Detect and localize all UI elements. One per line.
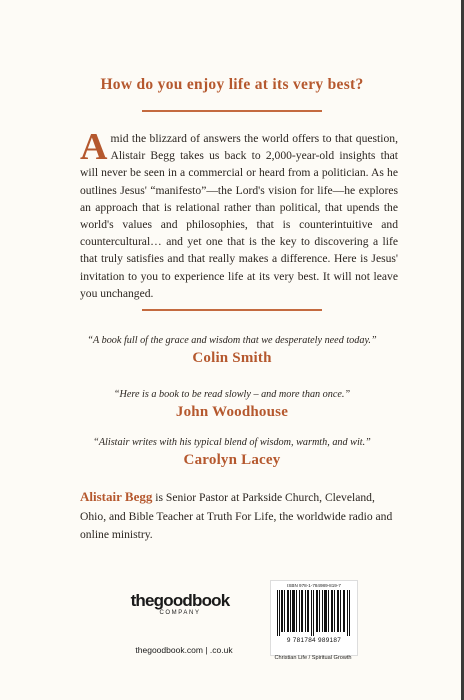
barcode-icon	[277, 590, 351, 636]
endorsement-quote: “Here is a book to be read slowly – and more than once.”	[113, 389, 351, 400]
publisher-logo	[125, 591, 235, 616]
barcode-panel	[270, 580, 358, 656]
publisher-website: thegoodbook.com | .co.uk	[135, 645, 233, 655]
isbn-label: ISBN 978-1-784989-819-7	[287, 583, 341, 588]
endorsement-author: Colin Smith	[192, 350, 272, 366]
divider-middle	[142, 309, 322, 311]
divider-top	[142, 110, 322, 112]
endorsement-author: Carolyn Lacey	[183, 452, 281, 468]
bio-text: is Senior Pastor at Parkside Church, Cleveland, Ohio, and Bible Teacher at Truth For Life, the worldwide radio and online ministry.	[80, 491, 393, 541]
blurb-paragraph	[80, 126, 398, 302]
blurb-dropcap: A	[80, 126, 108, 168]
author-bio	[80, 488, 400, 545]
endorsement-author: John Woodhouse	[175, 404, 289, 420]
endorsement-quote: “Alistair writes with his typical blend of wisdom, warmth, and wit.”	[93, 437, 371, 448]
cover-headline: How do you enjoy life at its very best?	[100, 76, 364, 93]
endorsement-quote: “A book full of the grace and wisdom that we desperately need today.”	[87, 335, 377, 346]
publisher-logo-subtitle: COMPANY	[159, 610, 201, 616]
book-category: Christian Life / Spiritual Growth	[274, 655, 352, 661]
barcode-number: 9 781784 989187	[286, 637, 342, 644]
blurb-text: mid the blizzard of answers the world offers to that question, Alistair Begg takes us back to 2,000-year-old insights that will never be seen in a commercial or heard from a politician. As he outlines Jesus' “manifesto”—the Lord's vision for life—he explores an approach that is relational rather than political, that upends the world's values and philosophies, that is counterintuitive and countercultural… and yet one that is the key to discovering a life that truly satisfies and that really makes a difference. Here is Jesus' invitation to you to experience life at its very best. It will not leave you unchanged.	[80, 132, 398, 300]
bio-author-name: Alistair Begg	[80, 489, 153, 504]
publisher-logo-wordmark: thegoodbook	[130, 591, 230, 610]
